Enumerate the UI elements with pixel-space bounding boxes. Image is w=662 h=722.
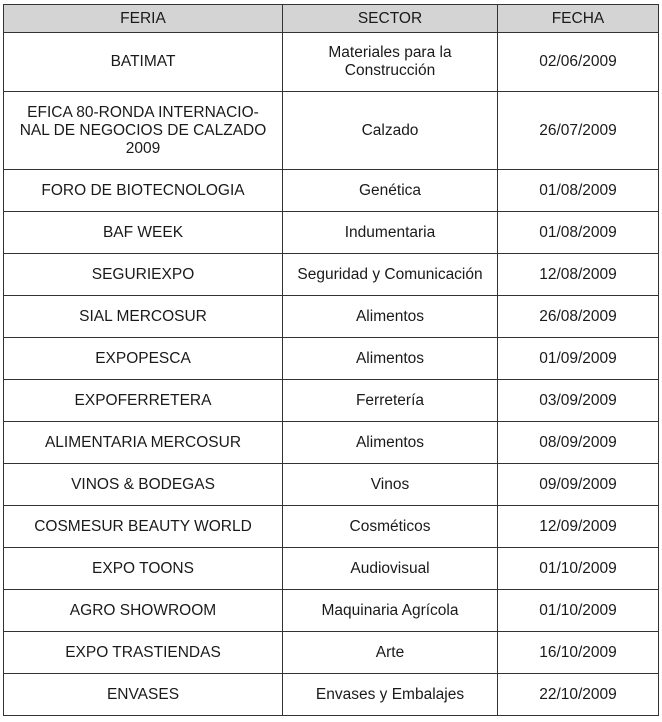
table-row: [4, 632, 659, 674]
cell-feria: EXPO TRASTIENDAS: [4, 632, 283, 674]
cell-sector: Maquinaria Agrícola: [283, 590, 498, 632]
cell-sector: Materiales para la Construcción: [283, 33, 498, 92]
cell-feria: EXPO TOONS: [4, 548, 283, 590]
table-row: [4, 674, 659, 716]
cell-feria: ENVASES: [4, 674, 283, 716]
cell-sector: Audiovisual: [283, 548, 498, 590]
cell-sector: Alimentos: [283, 338, 498, 380]
cell-fecha: 12/08/2009: [498, 254, 659, 296]
cell-feria: VINOS & BODEGAS: [4, 464, 283, 506]
table-row: [4, 506, 659, 548]
cell-feria: BAF WEEK: [4, 212, 283, 254]
table-row: [4, 33, 659, 92]
cell-sector: Alimentos: [283, 296, 498, 338]
cell-fecha: 01/10/2009: [498, 590, 659, 632]
table-row: [4, 380, 659, 422]
table-row: [4, 254, 659, 296]
cell-fecha: 09/09/2009: [498, 464, 659, 506]
table-row: [4, 338, 659, 380]
table-row: [4, 212, 659, 254]
table-row: [4, 170, 659, 212]
table-row: [4, 464, 659, 506]
cell-sector: Cosméticos: [283, 506, 498, 548]
cell-sector: Seguridad y Comunicación: [283, 254, 498, 296]
cell-sector: Vinos: [283, 464, 498, 506]
cell-feria: EFICA 80-RONDA INTERNACIO- NAL DE NEGOCIOS DE CALZADO 2009: [4, 92, 283, 170]
cell-fecha: 26/07/2009: [498, 92, 659, 170]
cell-fecha: 01/08/2009: [498, 212, 659, 254]
cell-fecha: 16/10/2009: [498, 632, 659, 674]
header-row: [4, 5, 659, 33]
cell-feria: SEGURIEXPO: [4, 254, 283, 296]
cell-sector: Genética: [283, 170, 498, 212]
table-row: [4, 548, 659, 590]
header-sector: SECTOR: [283, 5, 498, 33]
cell-feria: SIAL MERCOSUR: [4, 296, 283, 338]
cell-fecha: 26/08/2009: [498, 296, 659, 338]
table-row: [4, 590, 659, 632]
cell-fecha: 01/10/2009: [498, 548, 659, 590]
header-fecha: FECHA: [498, 5, 659, 33]
table-body: [4, 33, 659, 716]
cell-feria: FORO DE BIOTECNOLOGIA: [4, 170, 283, 212]
cell-sector: Arte: [283, 632, 498, 674]
cell-fecha: 02/06/2009: [498, 33, 659, 92]
cell-fecha: 03/09/2009: [498, 380, 659, 422]
table-row: [4, 422, 659, 464]
cell-fecha: 08/09/2009: [498, 422, 659, 464]
cell-sector: Ferretería: [283, 380, 498, 422]
cell-sector: Calzado: [283, 92, 498, 170]
cell-feria: COSMESUR BEAUTY WORLD: [4, 506, 283, 548]
cell-feria: AGRO SHOWROOM: [4, 590, 283, 632]
cell-sector: Envases y Embalajes: [283, 674, 498, 716]
table-row: [4, 92, 659, 170]
header-feria: FERIA: [4, 5, 283, 33]
cell-feria: BATIMAT: [4, 33, 283, 92]
cell-fecha: 01/08/2009: [498, 170, 659, 212]
cell-feria: EXPOFERRETERA: [4, 380, 283, 422]
cell-sector: Alimentos: [283, 422, 498, 464]
cell-feria: EXPOPESCA: [4, 338, 283, 380]
cell-fecha: 22/10/2009: [498, 674, 659, 716]
table-header: [4, 5, 659, 33]
cell-sector: Indumentaria: [283, 212, 498, 254]
table-row: [4, 296, 659, 338]
cell-fecha: 12/09/2009: [498, 506, 659, 548]
cell-fecha: 01/09/2009: [498, 338, 659, 380]
ferias-table: [3, 4, 659, 716]
cell-feria: ALIMENTARIA MERCOSUR: [4, 422, 283, 464]
